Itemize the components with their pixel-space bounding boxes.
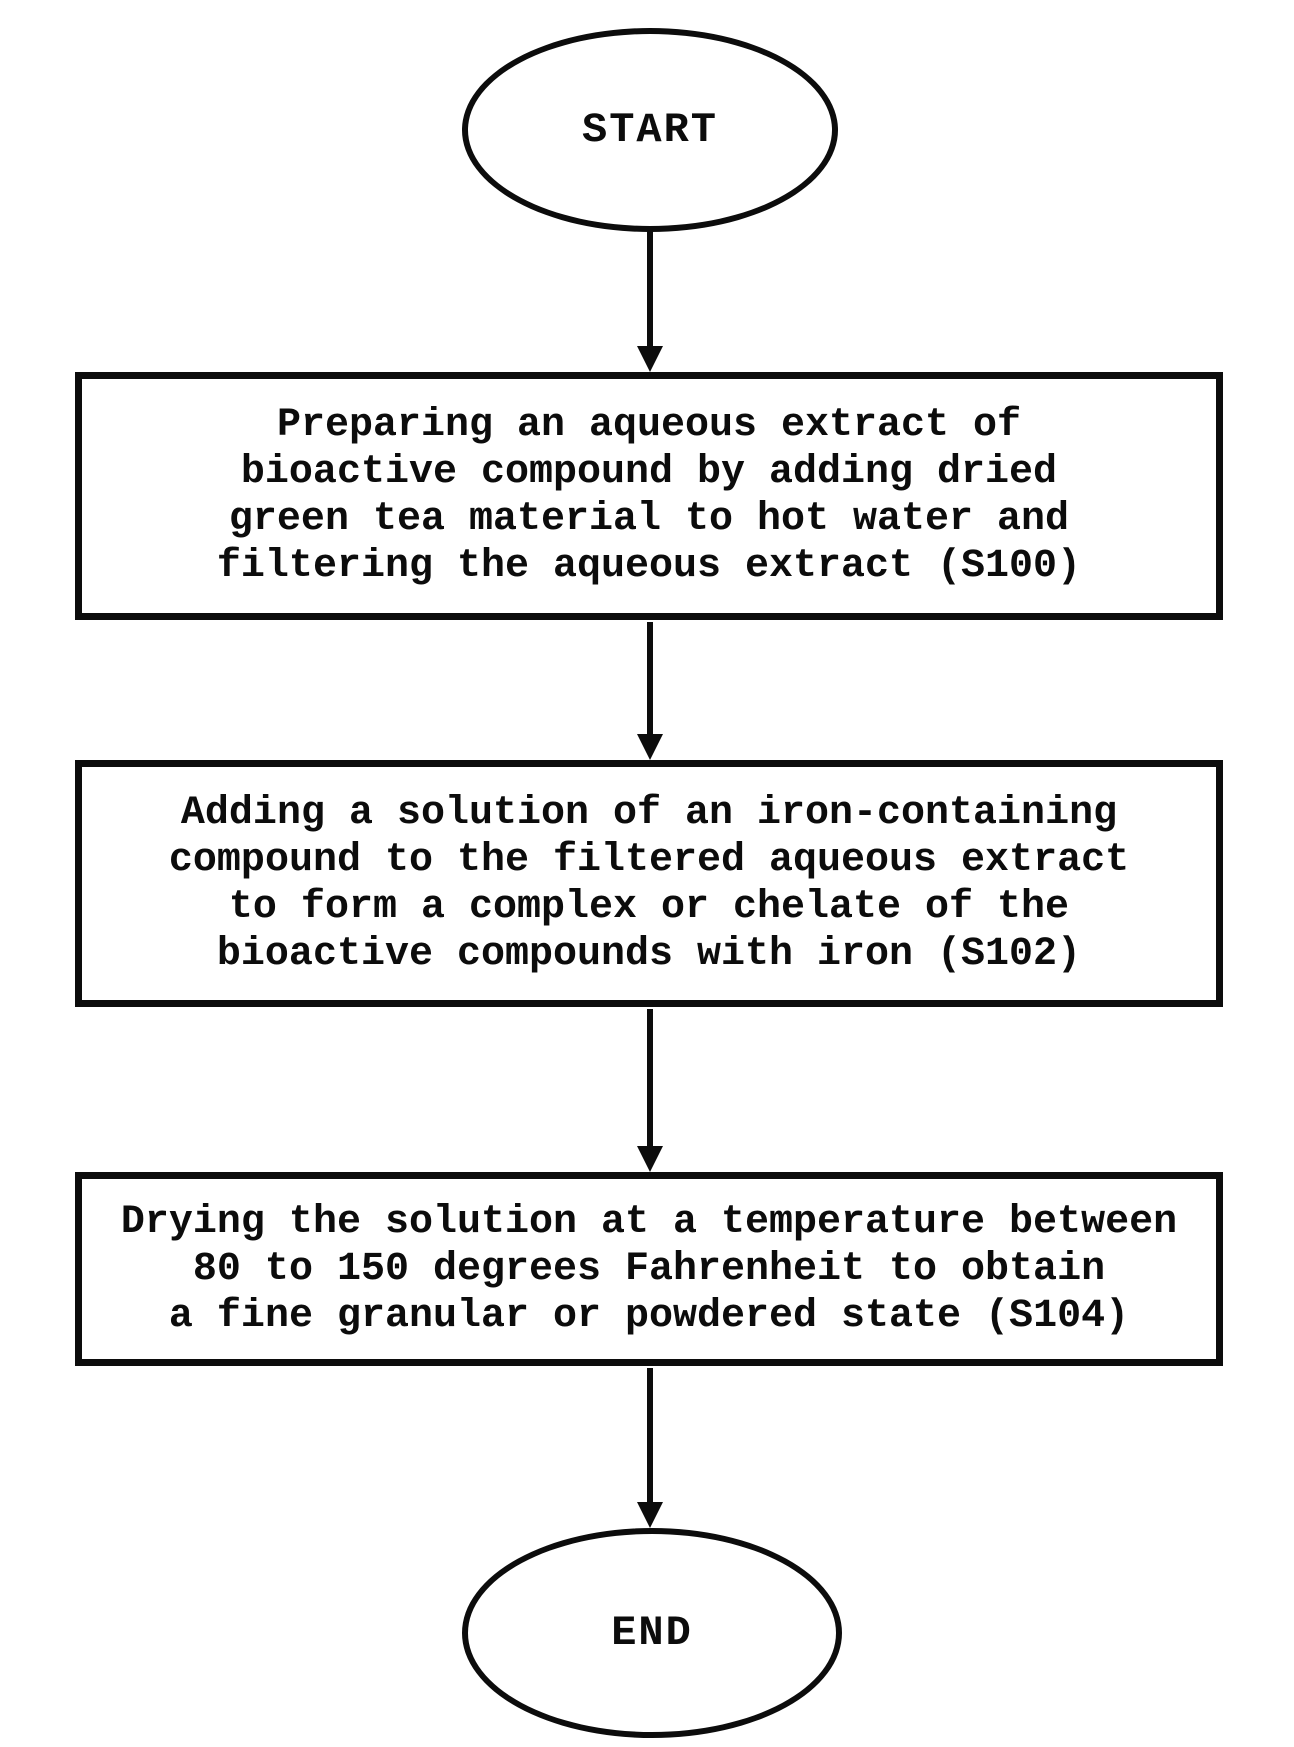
process-text-line: filtering the aqueous extract (S100) <box>216 544 1082 589</box>
process-text-line: Drying the solution at a temperature between <box>120 1199 1178 1245</box>
process-text-line: to form a complex or chelate of the <box>228 884 1070 930</box>
arrow-head-icon <box>637 346 663 372</box>
process-text-line: Preparing an aqueous extract of <box>276 403 1022 448</box>
arrow-shaft <box>647 622 653 738</box>
start-label: START <box>581 106 719 154</box>
arrow-head-icon <box>637 734 663 760</box>
arrow-s102-to-s104 <box>637 1009 663 1172</box>
process-text-line: bioactive compound by adding dried <box>240 450 1058 495</box>
arrow-head-icon <box>637 1502 663 1528</box>
process-text-line: a fine granular or powdered state (S104) <box>168 1293 1130 1339</box>
process-text-line: green tea material to hot water and <box>228 497 1070 542</box>
end-label: END <box>611 1609 693 1657</box>
process-text-line: 80 to 150 degrees Fahrenheit to obtain <box>192 1246 1106 1292</box>
process-box-s100 <box>75 372 1223 620</box>
arrow-s104-to-end <box>637 1368 663 1528</box>
arrow-shaft <box>647 230 653 350</box>
start-terminal-oval <box>462 28 838 232</box>
process-box-s102 <box>75 760 1223 1007</box>
arrow-s100-to-s102 <box>637 622 663 760</box>
end-terminal-oval <box>462 1528 842 1738</box>
process-text-line: bioactive compounds with iron (S102) <box>216 931 1082 977</box>
process-box-s104 <box>75 1172 1223 1366</box>
arrow-shaft <box>647 1368 653 1506</box>
arrow-shaft <box>647 1009 653 1150</box>
process-text-line: compound to the filtered aqueous extract <box>168 837 1130 883</box>
process-text-line: Adding a solution of an iron-containing <box>180 790 1118 836</box>
arrow-start-to-s100 <box>637 230 663 372</box>
arrow-head-icon <box>637 1146 663 1172</box>
